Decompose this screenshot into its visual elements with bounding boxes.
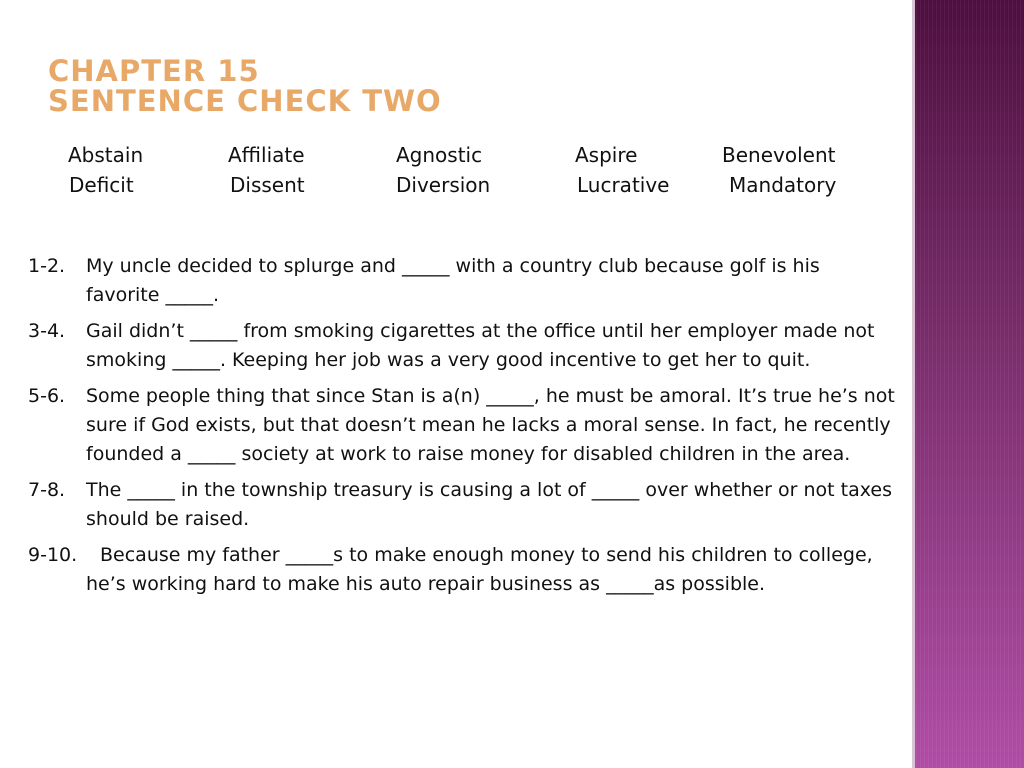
list-item xyxy=(28,476,898,534)
decorative-side-band xyxy=(912,0,1024,768)
sentence-list xyxy=(28,252,898,606)
item-number: 7-8. xyxy=(28,479,66,501)
item-number: 1-2. xyxy=(28,255,66,277)
page-title xyxy=(48,56,442,116)
item-text: Gail didn’t _____ from smoking cigarettes at the office until her employer made not smoking _____. Keeping her job was a very good incentive to get her to quit. xyxy=(86,320,875,371)
item-number: 5-6. xyxy=(28,385,66,407)
list-item xyxy=(28,317,898,375)
item-number: 9-10. xyxy=(28,544,78,566)
title-line-2: SENTENCE CHECK TWO xyxy=(48,84,442,118)
vocab-word: Agnostic xyxy=(396,143,483,167)
item-text: Some people thing that since Stan is a(n) _____, he must be amoral. It’s true he’s not sure if God exists, but that doesn’t mean he lacks a moral sense. In fact, he recently founded a _____ society at work to raise money for disabled children in the area. xyxy=(86,385,895,465)
item-text: Because my father _____s to make enough money to send his children to college, he’s working hard to make his auto repair business as _____as possible. xyxy=(86,544,873,595)
vocab-word: Affiliate xyxy=(228,143,305,167)
list-item xyxy=(28,382,898,469)
vocab-word: Deficit xyxy=(69,173,134,197)
item-number: 3-4. xyxy=(28,320,66,342)
vocab-word: Aspire xyxy=(575,143,638,167)
list-item xyxy=(28,541,898,599)
vocab-word: Diversion xyxy=(396,173,491,197)
item-text: My uncle decided to splurge and _____ with a country club because golf is his favorite _____. xyxy=(86,255,820,306)
vocab-word: Benevolent xyxy=(722,143,836,167)
vocab-word: Abstain xyxy=(68,143,144,167)
item-text: The _____ in the township treasury is causing a lot of _____ over whether or not taxes should be raised. xyxy=(86,479,893,530)
vocab-word: Lucrative xyxy=(577,173,670,197)
vocab-word: Mandatory xyxy=(729,173,837,197)
vocab-word: Dissent xyxy=(230,173,305,197)
list-item xyxy=(28,252,898,310)
title-line-1: CHAPTER 15 xyxy=(48,54,260,88)
